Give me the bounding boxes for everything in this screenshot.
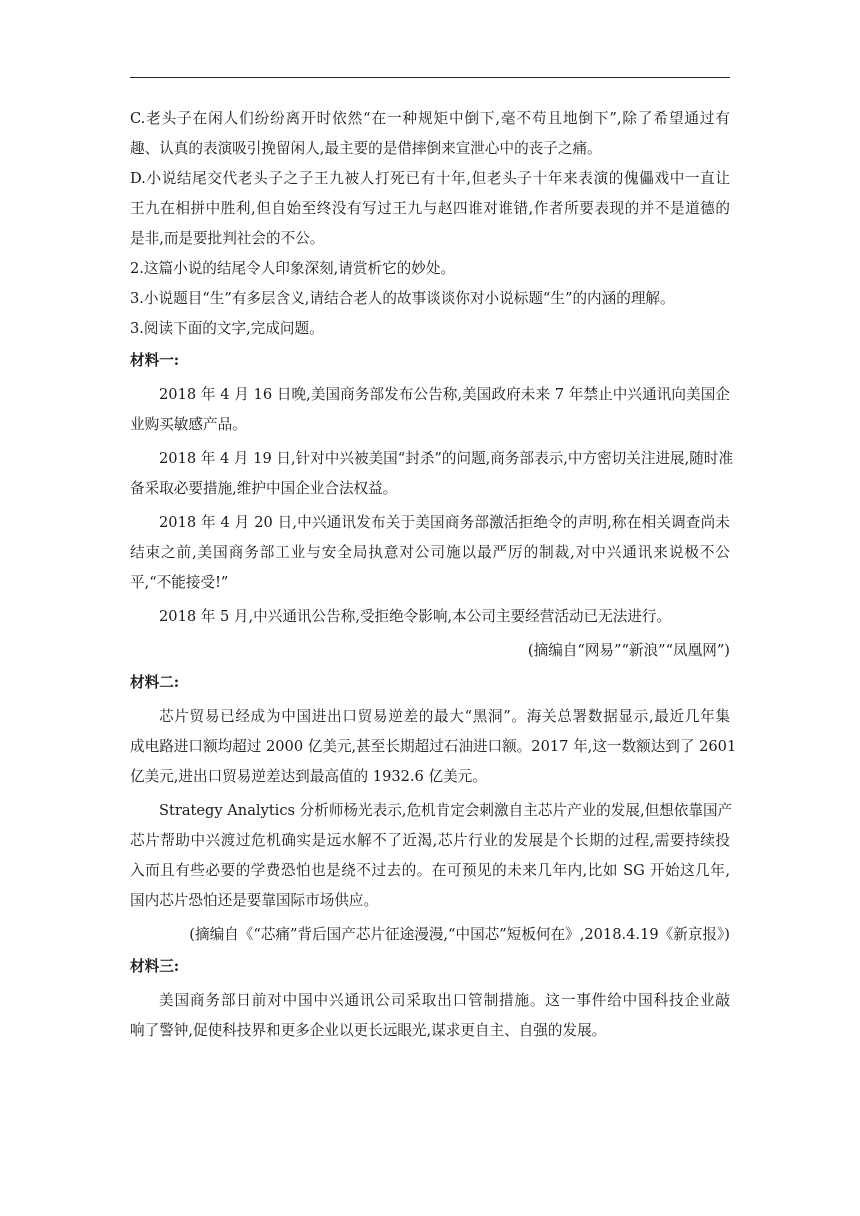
text-line: 美国商务部日前对中国中兴通讯公司采取出口管制措施。这一事件给中国科技企业敲 <box>159 992 730 1009</box>
text-line: 亿美元,进出口贸易逆差达到最高值的 1932.6 亿美元。 <box>130 768 487 785</box>
material1-heading: 材料一: <box>130 352 180 369</box>
text-line: 趣、认真的表演吸引挽留闲人,最主要的是借摔倒来宣泄心中的丧子之痛。 <box>130 140 602 157</box>
material2-heading: 材料二: <box>130 674 180 691</box>
text-line: 3.小说题目“生”有多层含义,请结合老人的故事谈谈你对小说标题“生”的内涵的理解。 <box>130 290 675 307</box>
text-line: 2018 年 4 月 20 日,中兴通讯发布关于美国商务部激活拒绝令的声明,称在相关调查尚未 <box>159 514 730 531</box>
material1-paragraph <box>130 602 730 632</box>
text-line: 响了警钟,促使科技界和更多企业以更长远眼光,谋求更自主、自强的发展。 <box>130 1022 607 1039</box>
text-line: 国内芯片恐怕还是要靠国际市场供应。 <box>130 892 379 909</box>
material2-paragraph <box>130 796 733 916</box>
text-line: 芯片帮助中兴渡过危机确实是远水解不了近渴,芯片行业的发展是个长期的过程,需要持续投 <box>130 832 730 849</box>
material1-paragraph <box>130 380 730 440</box>
text-line: 芯片贸易已经成为中国进出口贸易逆差的最大“黑洞”。海关总署数据显示,最近几年集 <box>159 708 730 725</box>
option-c <box>130 104 730 164</box>
material1-paragraph <box>130 444 734 504</box>
material3-paragraph <box>130 986 730 1046</box>
document-body <box>130 104 737 1046</box>
text-line: 业购买敏感产品。 <box>130 416 247 433</box>
text-line: 3.阅读下面的文字,完成问题。 <box>130 320 324 337</box>
material2-source: (摘编自《“芯痛”背后国产芯片征途漫漫,“中国芯”短板何在》,2018.4.19《新京报》) <box>189 926 730 943</box>
text-line: 2018 年 5 月,中兴通讯公告称,受拒绝令影响,本公司主要经营活动已无法进行。 <box>159 608 672 625</box>
header-rule <box>130 77 730 78</box>
text-line: 成电路进口额均超过 2000 亿美元,甚至长期超过石油进口额。2017 年,这一数额达到了 2601 <box>130 738 737 755</box>
material3-heading: 材料三: <box>130 958 180 975</box>
text-line: Strategy Analytics 分析师杨光表示,危机肯定会刺激自主芯片产业的发展,但想依靠国产 <box>159 802 733 819</box>
text-line: 2018 年 4 月 19 日,针对中兴被美国“封杀”的问题,商务部表示,中方密切关注进展,随时准 <box>159 450 734 467</box>
material1-source: (摘编自“网易”“新浪”“凤凰网”) <box>527 642 730 659</box>
text-line: D.小说结尾交代老头子之子王九被人打死已有十年,但老头子十年来表演的傀儡戏中一直让 <box>130 170 730 187</box>
material2-paragraph <box>130 702 737 792</box>
text-line: 备采取必要措施,维护中国企业合法权益。 <box>130 480 398 497</box>
option-d <box>130 164 730 254</box>
text-line: C.老头子在闲人们纷纷离开时依然“在一种规矩中倒下,毫不苟且地倒下”,除了希望通过有 <box>130 110 730 127</box>
text-line: 王九在相拼中胜利,但自始至终没有写过王九与赵四谁对谁错,作者所要表现的并不是道德的 <box>130 200 730 217</box>
question-2 <box>130 254 730 284</box>
text-line: 平,“不能接受!” <box>130 574 229 591</box>
reading-instruction <box>130 314 730 344</box>
material1-paragraph <box>130 508 730 598</box>
text-line: 2.这篇小说的结尾令人印象深刻,请赏析它的妙处。 <box>130 260 456 277</box>
text-line: 是非,而是要批判社会的不公。 <box>130 230 325 247</box>
text-line: 入而且有些必要的学费恐怕也是绕不过去的。在可预见的未来几年内,比如 SG 开始这几年, <box>130 862 730 879</box>
text-line: 结束之前,美国商务部工业与安全局执意对公司施以最严厉的制裁,对中兴通讯来说极不公 <box>130 544 730 561</box>
question-3 <box>130 284 730 314</box>
text-line: 2018 年 4 月 16 日晚,美国商务部发布公告称,美国政府未来 7 年禁止中兴通讯向美国企 <box>159 386 730 403</box>
